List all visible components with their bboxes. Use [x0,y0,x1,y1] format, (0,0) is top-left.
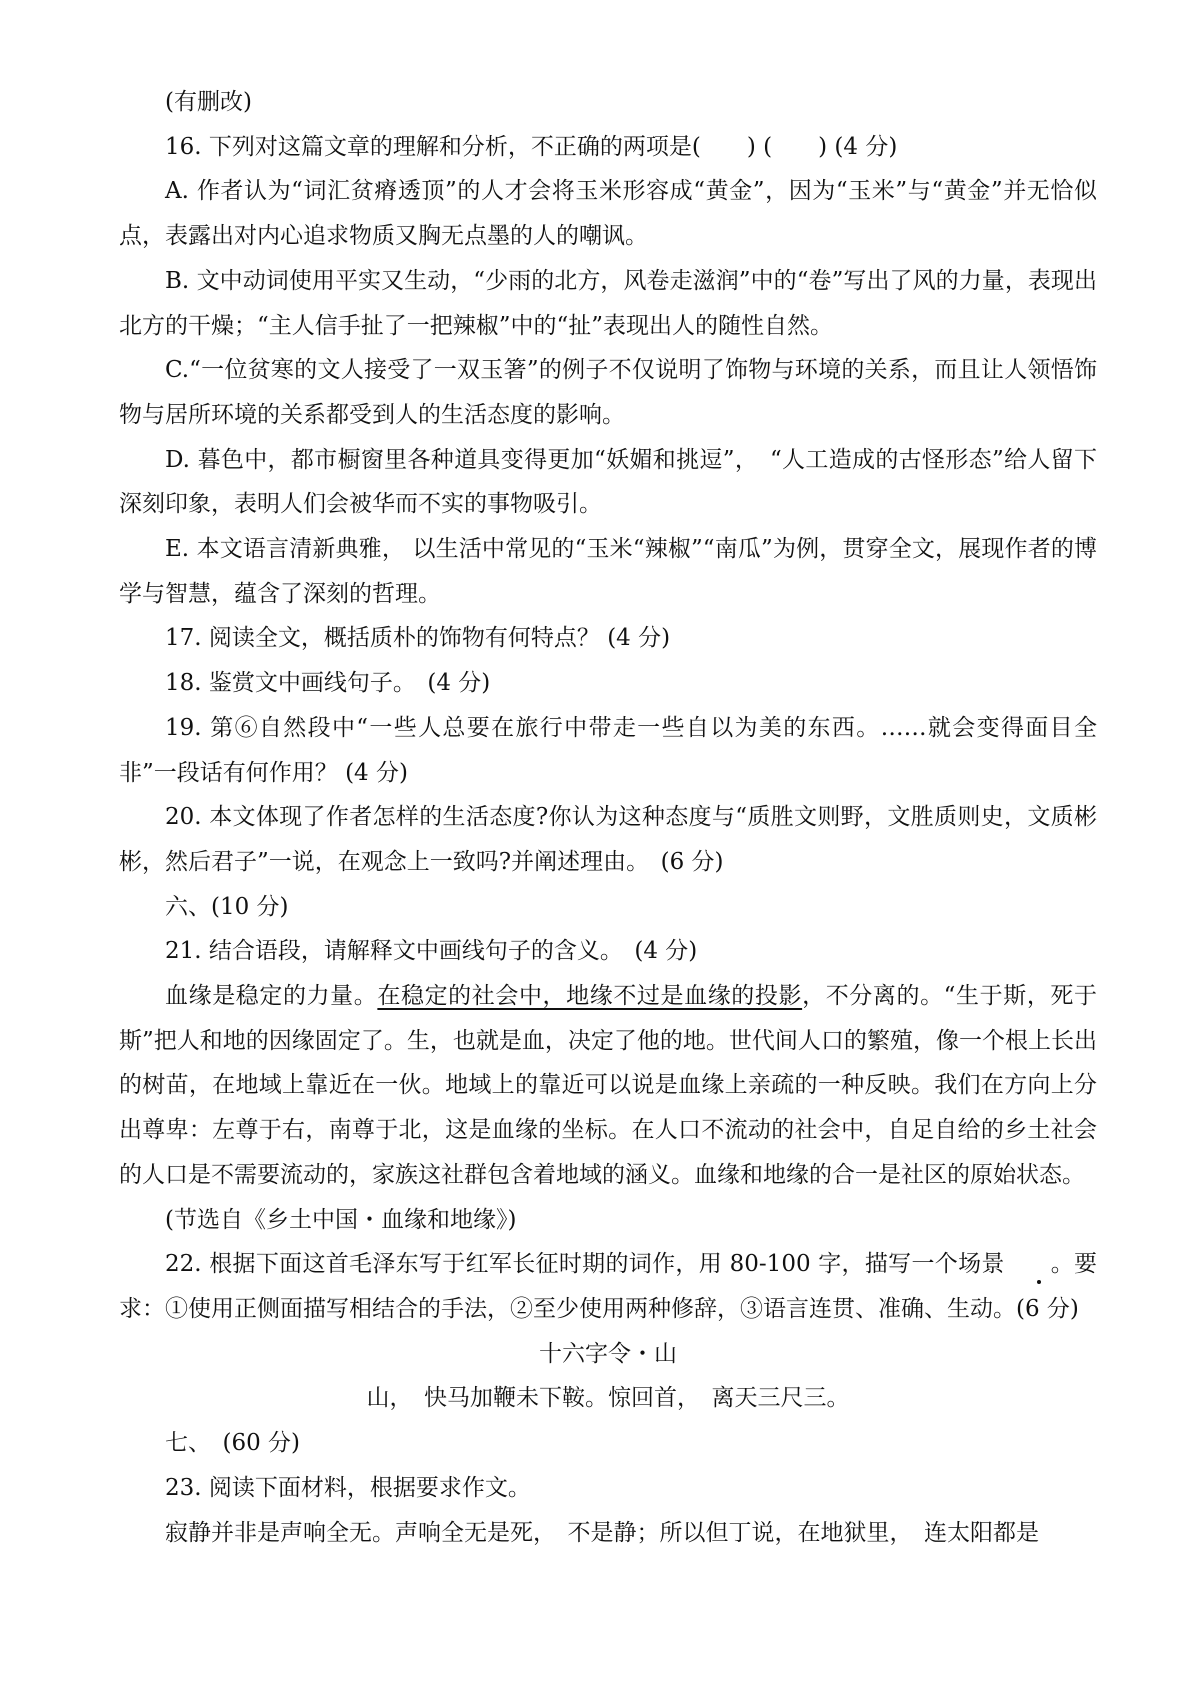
poem-text: 山， 快马加鞭未下鞍。惊回首， 离天三尺三。 [366,1385,850,1412]
passage-text-start: 血缘是稳定的力量。 [165,983,378,1010]
question-23: 23. 阅读下面材料，根据要求作文。 [165,1474,531,1501]
question-18: 18. 鉴赏文中画线句子。 (4 分) [165,670,491,697]
question-19: 19. 第⑥自然段中“一些人总要在旅行中带走一些自以为美的东西。……就会变得面目全非”一段话有何作用？ (4 分) [119,714,1097,786]
question-20: 20. 本文体现了作者怎样的生活态度?你认为这种态度与“质胜文则野，文胜质则史，文质彬彬，然后君子”一说，在观念上一致吗?并阐述理由。 (6 分) [119,804,1097,875]
question-22-text: 22. 根据下面这首毛泽东写于红军长征时期的词作，用 80-100 字，描写一个场景 [165,1251,1005,1278]
emphasis-dot-period: 。 [1005,1242,1074,1287]
poem-title: 十六字令・山 [539,1340,677,1367]
underlined-sentence: 在稳定的社会中，地缘不过是血缘的投影 [377,983,803,1010]
question-17: 17. 阅读全文，概括质朴的饰物有何特点？ (4 分) [165,625,671,652]
option-a: A. 作者认为“词汇贫瘠透顶”的人才会将玉米形容成“黄金”，因为“玉米”与“黄金”并无恰似点，表露出对内心追求物质又胸无点墨的人的嘲讽。 [119,178,1097,250]
option-b: B. 文中动词使用平实又生动，“少雨的北方，风卷走滋润”中的“卷”写出了风的力量，表现出北方的干燥；“主人信手扯了一把辣椒”中的“扯”表现出人的随性自然。 [119,267,1097,339]
question-22 [119,1242,1097,1331]
passage-paragraph [119,974,1097,1198]
document-page [119,80,1097,1555]
option-d: D. 暮色中，都市橱窗里各种道具变得更加“妖媚和挑逗”， “人工造成的古怪形态”给人留下深刻印象，表明人们会被华而不实的事物吸引。 [119,446,1097,518]
passage-text-rest: ，不分离的。“生于斯，死于斯”把人和地的因缘固定了。生，也就是血，决定了他的地。世代间人口的繁殖，像一个根上长出的树苗，在地域上靠近在一伙。地域上的靠近可以说是血缘上亲疏的一种反映。我们在方向上分出尊卑：左尊于右，南尊于北，这是血缘的坐标。在人口不流动的社会中，自足自给的乡土社会的人口是不需要流动的，家族这社群包含着地域的涵义。血缘和地缘的合一是社区的原始状态。 [119,983,1098,1188]
section-seven-heading: 七、 (60 分) [165,1430,301,1457]
question-21: 21. 结合语段，请解释文中画线句子的含义。 (4 分) [165,938,698,965]
paragraph-revision-note: (有删改) [165,89,252,115]
passage-source: (节选自《乡土中国・血缘和地缘》) [165,1206,517,1233]
question-22-requirements: 要求：①使用正侧面描写相结合的手法，②至少使用两种修辞，③语言连贯、准确、生动。(6 分) [119,1251,1097,1322]
essay-material: 寂静并非是声响全无。声响全无是死， 不是静；所以但丁说，在地狱里， 连太阳都是 [165,1519,1039,1546]
option-e: E. 本文语言清新典雅， 以生活中常见的“玉米“辣椒”“南瓜”为例，贯穿全文，展现作者的博学与智慧，蕴含了深刻的哲理。 [119,536,1097,607]
section-six-heading: 六、(10 分) [165,893,289,920]
option-c: C.“一位贫寒的文人接受了一双玉箸”的例子不仅说明了饰物与环境的关系，而且让人领悟饰物与居所环境的关系都受到人的生活态度的影响。 [119,357,1097,428]
question-16: 16. 下列对这篇文章的理解和分析，不正确的两项是( ) ( ) (4 分) [165,133,898,160]
